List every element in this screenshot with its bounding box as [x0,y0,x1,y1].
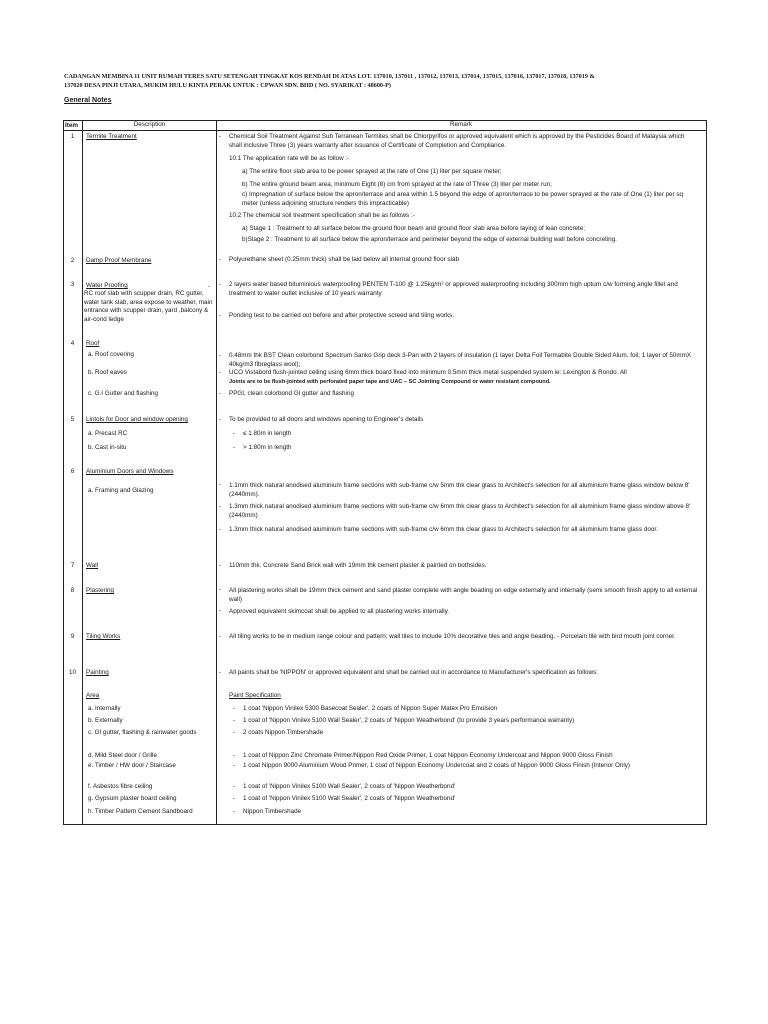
area-gypsum-ceiling: g. Gypsum plaster board ceiling [88,795,177,802]
remark-aluminium-1: 1.1mm thick natural anodised aluminium frame sections with sub-frame c/w 5mm thk clear glass to Architect's selection for all aluminium frame glass window below 8' (2440mm). [229,482,690,498]
remark-termite: Chemical Soil Treatment Against Sub Terranean Termites shall be Chlorpyrifos or approved equivalent which is approved by the Pesticides Board of Malaysia which shall inclusive Three (3) years warranty after issuance of Certificate of Completion and Compliance. [229,133,685,149]
item-number: 5 [70,416,75,423]
item-number: 4 [70,340,75,347]
column-header-description: Description [133,121,166,128]
remark-damp-proof: Polyurethane sheet (0.25mm thick) shall be laid below all internal ground floor slab [229,256,459,263]
remark-lintol-long: > 1.80m in length [243,444,292,451]
remark-termite-stage-2: b)Stage 2 : Treatment to all surface below the apron/terrace and perimeter beyond the edge of external building wall before concreting. [242,236,617,243]
section-title-water-proofing: Water Proofing [86,282,128,289]
section-title-tiling: Tiling Works [86,633,121,640]
section-title-painting: Painting [86,669,109,676]
area-timber-door: e. Timber / HW door / Staircase [88,762,176,769]
remark-lintol-short: ≤ 1.80m in length [243,430,292,437]
remark-roof-eaves-joints: Joints are to be flush-jointed with perforated paper tape and UAC – SC Jointing Compound or water resistant compound. [229,379,551,385]
column-header-remark: Remark [449,121,473,128]
section-title-wall: Wall [86,562,99,569]
section-title-aluminium: Aluminium Doors and Windows [86,468,174,475]
roof-eaves-label: b. Roof eaves [88,369,127,376]
remark-termite-10-2: 10.2 The chemical soil treatment specification shall be as follows :- [229,212,415,219]
remark-termite-c: c) Impregnation of surface below the apron/terrace and area within 1.5 beyond the edge of apron/terrace to be power sprayed at the rate of One (1) liter per sq meter (unless adjoining structure renders this impracticable) [242,191,684,207]
section-title-lintols: Lintols for Door and window opening [86,416,188,423]
remark-wall: 110mm thk. Concrete Sand Brick wall with 19mm thk cement plaster & painted on bothsides. [229,562,487,569]
column-header-item: Item [65,122,78,129]
remark-aluminium-2: 1.3mm thick natural anodised aluminium frame sections with sub-frame c/w 6mm thk clear glass to Architect's selection for all aluminium frame glass window above 8' (2440mm) [229,503,691,519]
area-internally: a. Internally [88,705,121,712]
remark-roof-covering: 0.48mm thk BST Clean colorbond Spectrum Sanko Grip deck 3-Pan with 2 layers of insulation (1 layer Delta Foil Termabite Double Sided Alum. foil; 1 layer of 50mmX 40kg/m3 fibreglass wool); [229,352,692,368]
remark-skimcoat: Approved equivalent skimcoat shall be applied to all plastering works internally. [229,608,450,615]
section-title-damp-proof: Damp Proof Membrane [86,257,152,264]
item-number: 6 [70,468,75,475]
paint-spec-sandboard: Nippon Timbershade [243,808,302,815]
remark-termite-a: a) The entire floor slab area to be power sprayed at the rate of One (1) liter per square meter; [242,168,502,175]
area-timber-sandboard: h. Timber Pattern Cement Sandboard [88,808,193,815]
section-title-plastering: Plastering [86,587,115,594]
area-gi-gutter: c. GI gutter, flashing & rainwater goods [88,729,197,736]
item-number: 7 [70,562,75,569]
item-number: 10 [68,669,76,676]
remark-roof-gutter: PPGI, clean colorbond GI gutter and flashing [229,390,354,397]
paint-spec-asbestos: 1 coat of 'Nippon Vinilex 5100 Wall Sealer', 2 coats of 'Nippon Weatherbond' [243,783,456,790]
remark-termite-stage-1: a) Stage 1 : Treatment to all surface below the ground floor beam and ground floor slab area before laying of lean concrete; [242,225,586,232]
remark-waterproofing: 2 layers water based bituminious waterproofing PENTEN T-100 @ 1.25kg/m² or approved waterproofing including 300mm high upturn c/w forming angle fillet and treatment to water outlet inclusive of 10 years warranty [229,281,678,297]
column-divider-description [216,120,217,825]
roof-gutter-label: c. G.I Gutter and flashing [88,390,159,397]
header-row-divider [63,130,707,131]
area-mild-steel-door: d. Mild Steel door / Grille [88,752,157,759]
remark-termite-b: b) The entire ground beam area, minimum Eight (8) cm from sprayed at the rate of Three (3) liter per meter run; [242,181,552,188]
item-number: 3 [70,281,75,288]
remark-tiling: All tiling works to be in medium range colour and pattern; wall tiles to include 10% decorative tiles and angle beading. - Porcelain tile with bird mouth joint corner. [229,633,676,640]
remark-lintols: To be provided to all doors and windows opening to Engineer's details [229,416,424,423]
framing-glazing-label: a. Framing and Glazing [88,487,154,494]
remark-painting: All paints shall be 'NIPPON' or approved equivalent and shall be carried out in accordance to Manufacturer's specification as follows: [229,669,599,676]
area-heading: Area [86,692,100,699]
section-title-roof: Roof [86,340,100,347]
item-number: 8 [70,587,75,594]
description-water-proofing: RC roof slab with scupper drain, RC gutter, water tank slab, area expose to weather, main entrance with scupper drain, yard ,balcony & air-cond ledge [84,290,213,323]
roof-covering-label: a. Roof covering [88,351,134,358]
lintol-cast-in-situ-label: b. Cast in-situ [88,444,127,451]
area-externally: b. Externally [88,717,123,724]
column-divider-item [82,120,83,825]
paint-spec-mild-steel: 1 coat of Nippon Zinc Chromate Primer/Nippon Red Oxide Primer, 1 coat Nippon Economy Undercoat and Nippon 9000 Gloss Finish [243,752,613,759]
item-number: 2 [70,257,75,264]
project-title-line-2: 137020 DESA PINJI UTARA, MUKIM HULU KINTA PERAK UNTUK : CPWAN SDN. BHD ( NO. SYARIKAT : 48600-P) [64,82,391,89]
paint-specification-heading: Paint Specification [229,692,281,699]
paint-spec-externally: 1 coat of 'Nippon Vinilex 5100 Wall Sealer', 2 coats of 'Nippon Weatherbond' (to provide 3 years performance warranty) [243,717,575,724]
lintol-precast-label: a. Precast RC [88,430,128,437]
paint-spec-timber: 1 coat Nippon 9000 Aluminium Wood Primer, 1 coat of Nippon Economy Undercoat and 2 coats of Nippon 9000 Gloss Finish (Interior Only) [243,762,630,769]
general-notes-heading: General Notes [64,97,112,104]
remark-ponding-test: Ponding test to be carried out before and after protective screed and tiling works. [229,312,455,319]
paint-spec-internally: 1 coat 'Nippon Vinilex 5300 Basecoat Sealer', 2 coats of Nippon Super Matex Pro Emulsion [243,705,498,712]
area-asbestos-ceiling: f. Asbestos fibre ceiling [88,783,153,790]
remark-plastering: All plastering works shall be 19mm thick cement and sand plaster complete with angle beading on edge externally and internally (semi smooth finish apply to all external wall) [229,587,698,603]
remark-aluminium-3: 1.3mm thick natural anodised aluminium frame sections with sub-frame c/w 6mm thk clear glass to Architect's selection for all aluminium frame glass door. [229,526,658,533]
section-title-termite: Termite Treatment [86,133,137,140]
item-number: 9 [70,633,75,640]
project-title-line-1: CADANGAN MEMBINA 11 UNIT RUMAH TERES SATU SETENGAH TINGKAT KOS RENDAH DI ATAS LOT. 137010, 137011 , 137012, 137013, 137014, 137015, 137016, 137017, 137018, 137019 & [64,73,595,80]
paint-spec-gypsum: 1 coat of 'Nippon Vinilex 5100 Wall Sealer', 2 coats of 'Nippon Weatherbond' [243,795,456,802]
remark-roof-eaves: UCO Vistabord flush-jointed ceiling using 6mm thick board fixed into minimum 0.5mm thick metal suspended system ie: Lexington & Rondo. All [229,369,627,376]
remark-termite-10-1: 10.1 The application rate will be as follow :- [229,155,350,162]
item-number: 1 [70,133,75,140]
paint-spec-gi-gutter: 2 coats Nippon Timbershade [243,729,324,736]
